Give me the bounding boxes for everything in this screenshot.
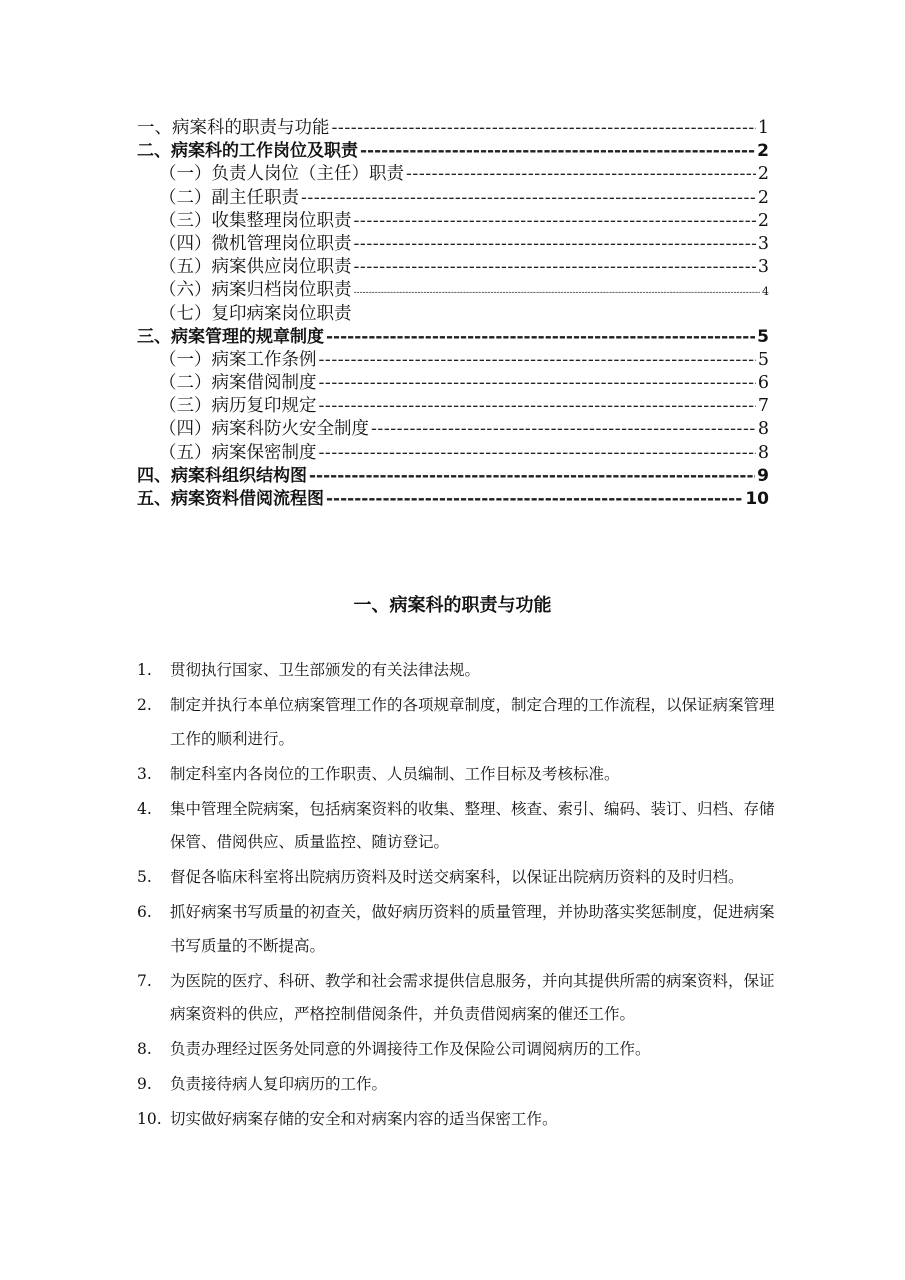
toc-entry[interactable] (137, 210, 769, 233)
toc-dot-leader (319, 349, 756, 372)
toc-entry[interactable] (137, 418, 769, 441)
toc-dot-leader (371, 418, 756, 441)
toc-entry[interactable] (137, 465, 769, 488)
toc-entry[interactable] (137, 372, 769, 395)
list-item (137, 965, 787, 1032)
toc-page-number: 2 (757, 210, 769, 231)
toc-entry-title: （五）病案供应岗位职责 (159, 257, 352, 278)
toc-entry-title: （二）副主任职责 (159, 187, 299, 208)
toc-dot-leader (309, 465, 755, 488)
list-item-text: 集中管理全院病案，包括病案资料的收集、整理、核查、索引、编码、装订、归档、存储保管、借阅供应、质量监控、随访登记。 (170, 799, 775, 851)
list-item (137, 1033, 787, 1067)
toc-page-number: 10 (745, 489, 769, 509)
toc-dot-leader (301, 187, 756, 210)
toc-dot-leader (326, 326, 755, 349)
toc-entry-title: （七）复印病案岗位职责 (159, 303, 352, 324)
toc-dot-leader (360, 140, 755, 163)
list-item-text: 督促各临床科室将出院病历资料及时送交病案科，以保证出院病历资料的及时归档。 (170, 868, 744, 886)
list-item-number: 4. (137, 799, 152, 818)
list-item-text: 贯彻执行国家、卫生部颁发的有关法律法规。 (170, 661, 481, 679)
list-item-number: 7. (137, 971, 152, 990)
section-heading: 一、病案科的职责与功能 (353, 595, 552, 616)
toc-entry-title: （三）病历复印规定 (159, 396, 317, 417)
list-item-text: 切实做好病案存储的安全和对病案内容的适当保密工作。 (170, 1110, 558, 1128)
list-item-text: 负责办理经过医务处同意的外调接待工作及保险公司调阅病历的工作。 (170, 1040, 651, 1058)
toc-entry[interactable] (137, 395, 769, 418)
list-item-text: 负责接待病人复印病历的工作。 (170, 1075, 388, 1093)
toc-entry[interactable] (137, 279, 769, 302)
toc-page-number: 8 (757, 442, 769, 463)
list-item (137, 1068, 787, 1102)
toc-page-number: 8 (757, 419, 769, 440)
duties-list (137, 654, 787, 1138)
list-item-text: 制定科室内各岗位的工作职责、人员编制、工作目标及考核标准。 (170, 764, 620, 783)
toc-entry[interactable] (137, 163, 769, 186)
list-item-number: 1. (137, 661, 152, 679)
toc-dot-leader (354, 256, 756, 279)
toc-entry-title: （一）病案工作条例 (159, 349, 317, 370)
list-item (137, 793, 787, 860)
toc-entry-title: （四）微机管理岗位职责 (159, 233, 352, 254)
toc-entry-title: 四、病案科组织结构图 (137, 465, 307, 486)
list-item-number: 6. (137, 903, 152, 921)
toc-dot-leader (332, 117, 756, 140)
toc-page-number: 4 (762, 285, 769, 299)
toc-page-number: 2 (757, 187, 769, 208)
toc-entry[interactable] (137, 117, 769, 140)
list-item (137, 1103, 787, 1137)
toc-dot-leader (326, 488, 743, 511)
list-item (137, 861, 787, 895)
toc-page-number: 9 (757, 465, 769, 486)
toc-page-number: 6 (757, 373, 769, 394)
list-item-number: 2. (137, 696, 152, 714)
toc-entry-title: （一）负责人岗位（主任）职责 (159, 164, 404, 185)
toc-entry-title: （三）收集整理岗位职责 (159, 210, 352, 231)
table-of-contents (137, 117, 769, 511)
toc-dot-leader (354, 210, 756, 233)
list-item (137, 758, 787, 792)
list-item-number: 3. (137, 764, 152, 783)
list-item (137, 896, 787, 963)
toc-page-number: 5 (757, 349, 769, 370)
toc-entry[interactable] (137, 256, 769, 279)
toc-page-number: 1 (757, 118, 769, 138)
toc-page-number: 2 (757, 164, 769, 185)
toc-entry[interactable] (137, 140, 769, 163)
toc-page-number: 3 (757, 233, 769, 254)
list-item-number: 8. (137, 1040, 152, 1058)
toc-page-number: 5 (757, 326, 769, 347)
toc-entry-title: （四）病案科防火安全制度 (159, 419, 369, 440)
toc-dot-leader (354, 233, 756, 256)
toc-entry[interactable] (137, 233, 769, 256)
list-item-number: 5. (137, 868, 152, 886)
toc-entry[interactable] (137, 349, 769, 372)
toc-page-number: 3 (757, 257, 769, 278)
toc-entry[interactable] (137, 303, 769, 326)
toc-entry-title: （五）病案保密制度 (159, 442, 317, 463)
list-item-number: 9. (137, 1075, 152, 1093)
toc-dot-leader (319, 372, 756, 395)
toc-page-number: 2 (757, 141, 769, 162)
list-item (137, 689, 787, 756)
list-item-text: 抓好病案书写质量的初查关，做好病历资料的质量管理，并协助落实奖惩制度，促进病案书写质量的不断提高。 (170, 903, 775, 955)
toc-entry-title: 二、病案科的工作岗位及职责 (137, 141, 358, 162)
toc-dot-leader (319, 395, 756, 418)
list-item-text: 制定并执行本单位病案管理工作的各项规章制度，制定合理的工作流程，以保证病案管理工作的顺利进行。 (170, 696, 775, 748)
toc-entry-title: 五、病案资料借阅流程图 (137, 489, 324, 509)
list-item-number: 10. (137, 1110, 162, 1128)
toc-entry-title: （二）病案借阅制度 (159, 373, 317, 394)
toc-dot-leader (406, 163, 756, 186)
toc-entry-title: （六）病案归档岗位职责 (159, 280, 352, 301)
toc-page-number: 7 (757, 396, 769, 417)
toc-entry-title: 一、病案科的职责与功能 (137, 118, 330, 138)
list-item-text: 为医院的医疗、科研、教学和社会需求提供信息服务，并向其提供所需的病案资料，保证病案资料的供应，严格控制借阅条件，并负责借阅病案的催还工作。 (170, 971, 775, 1023)
toc-entry[interactable] (137, 488, 769, 511)
toc-entry[interactable] (137, 442, 769, 465)
toc-entry-title: 三、病案管理的规章制度 (137, 326, 324, 347)
list-item (137, 654, 787, 688)
toc-entry[interactable] (137, 326, 769, 349)
toc-dot-leader (319, 442, 756, 465)
toc-entry[interactable] (137, 187, 769, 210)
